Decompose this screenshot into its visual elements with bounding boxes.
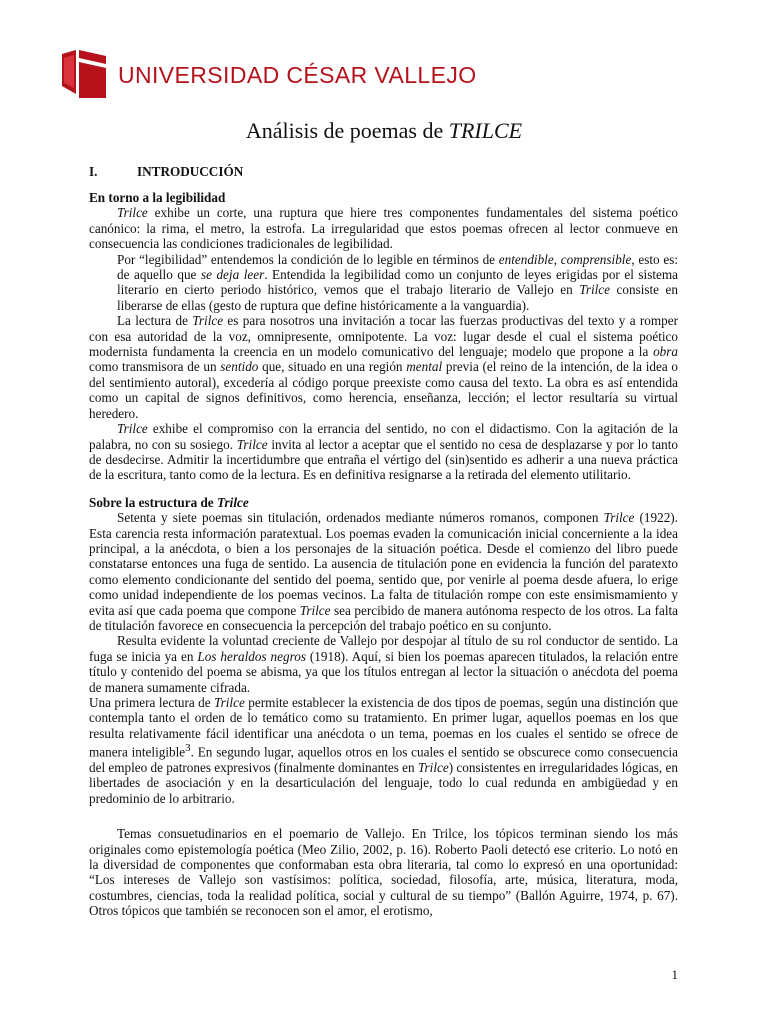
- text-run: Resulta evidente la voluntad creciente de Vallejo por despojar al título de su rol conductor de sentido. La fuga se inicia ya en: [89, 633, 678, 664]
- subsection-heading-structure: [89, 495, 678, 510]
- italic-text: Trilce: [579, 282, 610, 298]
- text-run: Setenta y siete poemas sin titulación, ordenados mediante números romanos, componen: [117, 510, 604, 526]
- text-run: exhibe el compromiso con la errancia del sentido, no con el didactismo. Con la agitación de la palabra, no con su sosiego.: [89, 421, 678, 452]
- italic-text: obra: [653, 344, 678, 360]
- text-run: invita al lector a aceptar que el sentido no cesa de desplazarse y por lo tanto de desdecirse. Admitir la incertidumbre que entraña el vértigo del (sin)sentido es adherir a una nueva práctica de la escritura, tanto como de la lectura. Es en definitiva resignarse a la retirada del elemento utilitario.: [89, 436, 678, 483]
- text-run: permite establecer la existencia de dos tipos de poemas, según una distinción que contempla tanto el orden de lo temático como su tratamiento. En primer lugar, aquellos poemas en los que resulta relativamente fácil identificar una anécdota o un tema, poemas en los cuales el sentido se ofrece de manera inteligible: [89, 695, 678, 760]
- university-logo-icon: [62, 50, 106, 98]
- text-run: . Entendida la legibilidad como un conjunto de leyes erigidas por el sistema literario en cierto periodo histórico, vemos que el trabajo literario de Vallejo en: [117, 267, 678, 298]
- subsection-structure-italic: Trilce: [216, 494, 249, 510]
- italic-text: Trilce: [192, 313, 224, 329]
- italic-text: Trilce: [236, 436, 268, 452]
- page-number: 1: [671, 967, 678, 982]
- italic-text: Trilce: [603, 510, 635, 526]
- text-run: Por “legibilidad” entendemos la condición de lo legible en términos de: [117, 251, 499, 267]
- italic-text: Trilce: [417, 760, 449, 776]
- text-run: como transmisora de un: [89, 359, 221, 375]
- paragraph: [89, 695, 678, 806]
- page-title-text: Análisis de poemas de: [245, 118, 449, 143]
- paragraph: [89, 510, 678, 633]
- italic-text: Trilce: [214, 695, 245, 710]
- text-run: La lectura de: [117, 313, 193, 329]
- footnote-ref: 3: [185, 742, 191, 755]
- text-run: . En segundo lugar, aquellos otros en los cuales el sentido se obscurece como consecuencia del empleo de patrones expresivos (finalmente dominantes en: [89, 744, 678, 776]
- paragraph: [89, 633, 678, 695]
- subsection-heading-legibility: En torno a la legibilidad: [89, 190, 226, 205]
- italic-text: Los heraldos negros: [197, 648, 306, 664]
- text-run: , esto es: de aquello que: [117, 251, 678, 283]
- section-heading: [89, 160, 678, 190]
- italic-text: mental: [406, 359, 443, 375]
- text-run: consiste en liberarse de ellas (gesto de ruptura que define históricamente a la vanguardia).: [117, 282, 678, 313]
- text-run: sea percibido de manera autónoma respecto de los otros. La falta de titulación favorece en consecuencia la percepción del trabajo poético en su conjunto.: [89, 602, 678, 633]
- paragraph: [89, 826, 678, 918]
- text-run: Una primera lectura de: [89, 695, 215, 710]
- paragraph: [89, 421, 678, 483]
- section-name: INTRODUCCIÓN: [137, 164, 244, 179]
- section-number: I.: [89, 164, 98, 179]
- italic-text: sentido: [220, 359, 259, 375]
- document-body: [89, 160, 678, 919]
- text-run: (1922). Esta carencia resta información paratextual. Los poemas evaden la comunicación inicial concerniente a la idea principal, a la anécdota, o bien a los personajes de la situación poética. Desde el comienzo del libro puede constatarse entonces una fuga de sentido. La ausencia de titulación pone en evidencia la función del paratexto como elemento condicionante del sentido del poema, sentido que, por venirle al poema desde afuera, lo erige como unidad independiente de los poemas vecinos. La falta de titulación rompe con este ensimismamiento y evita así que cada poema que compone: [89, 510, 678, 618]
- text-run: que, situado en una región: [258, 359, 407, 375]
- paragraph: [89, 205, 678, 251]
- text-run: exhibe un corte, una ruptura que hiere tres componentes fundamentales del sistema poético canónico: la rima, el metro, la estrofa. La irregularidad que estos poemas ofrecen al lector conmueve en consecuencia las condiciones tradicionales de legibilidad.: [89, 205, 678, 252]
- text-run: ,: [553, 251, 561, 267]
- spacer: [89, 806, 678, 826]
- text-run: (1918). Aquí, si bien los poemas aparecen titulados, la relación entre título y contenido del poema se abisma, ya que los títulos entregan al lector la situación o anécdota del poema de manera sumamente cifrada.: [89, 648, 678, 695]
- spacer: [89, 483, 678, 495]
- italic-text: entendible: [498, 251, 554, 267]
- subsection-structure-text: Sobre la estructura de: [89, 494, 217, 510]
- page-title: [0, 118, 768, 144]
- italic-text: se deja leer: [200, 267, 265, 283]
- italic-text: Trilce: [117, 421, 148, 437]
- italic-text: Trilce: [117, 205, 148, 221]
- italic-text: comprensible: [560, 251, 632, 267]
- paragraph: [89, 313, 678, 421]
- text-run: ) consistentes en irregularidades lógicas, en libertades de asociación y en la desarticulación del lenguaje, todo lo cual redunda en ambigüedad y en predominio de lo arbitrario.: [89, 760, 678, 806]
- page-title-italic: TRILCE: [448, 118, 523, 143]
- text-run: Temas consuetudinarios en el poemario de Vallejo. En Trilce, los tópicos terminan siendo los más originales como epistemología poética (Meo Zilio, 2002, p. 16). Roberto Paoli detectó ese criterio. Lo notó en la diversidad de componentes que conformaban esta obra literaria, tal como lo expresó en una oportunidad: “Los intereses de Vallejo son vastísimos: política, sociedad, filosofía, arte, música, literatura, moda, costumbres, ciencias, toda la realidad política, social y cultural de su tiempo” (Ballón Aguirre, 1974, p. 67). Otros tópicos que también se reconocen son el amor, el erotismo,: [89, 826, 678, 919]
- text-run: es para nosotros una invitación a tocar las fuerzas productivas del texto y a romper con esa autoridad de la voz, omnipresente, omnipotente. La voz: lugar desde el cual el sistema poético modernista fundamenta la creencia en un modelo comunicativo del lenguaje; modelo que propone a la: [89, 313, 678, 360]
- italic-text: Trilce: [299, 602, 331, 618]
- text-run: previa (el reino de la intención, de la idea o del sentimiento autoral), excedería al código porque preexiste como causa del texto. La obra es así entendida como un capital de signos definitivos, como herencia, enseñanza, lección; el lector resultaría su virtual heredero.: [89, 359, 678, 421]
- university-name: UNIVERSIDAD CÉSAR VALLEJO: [118, 62, 477, 88]
- paragraph: [89, 252, 678, 314]
